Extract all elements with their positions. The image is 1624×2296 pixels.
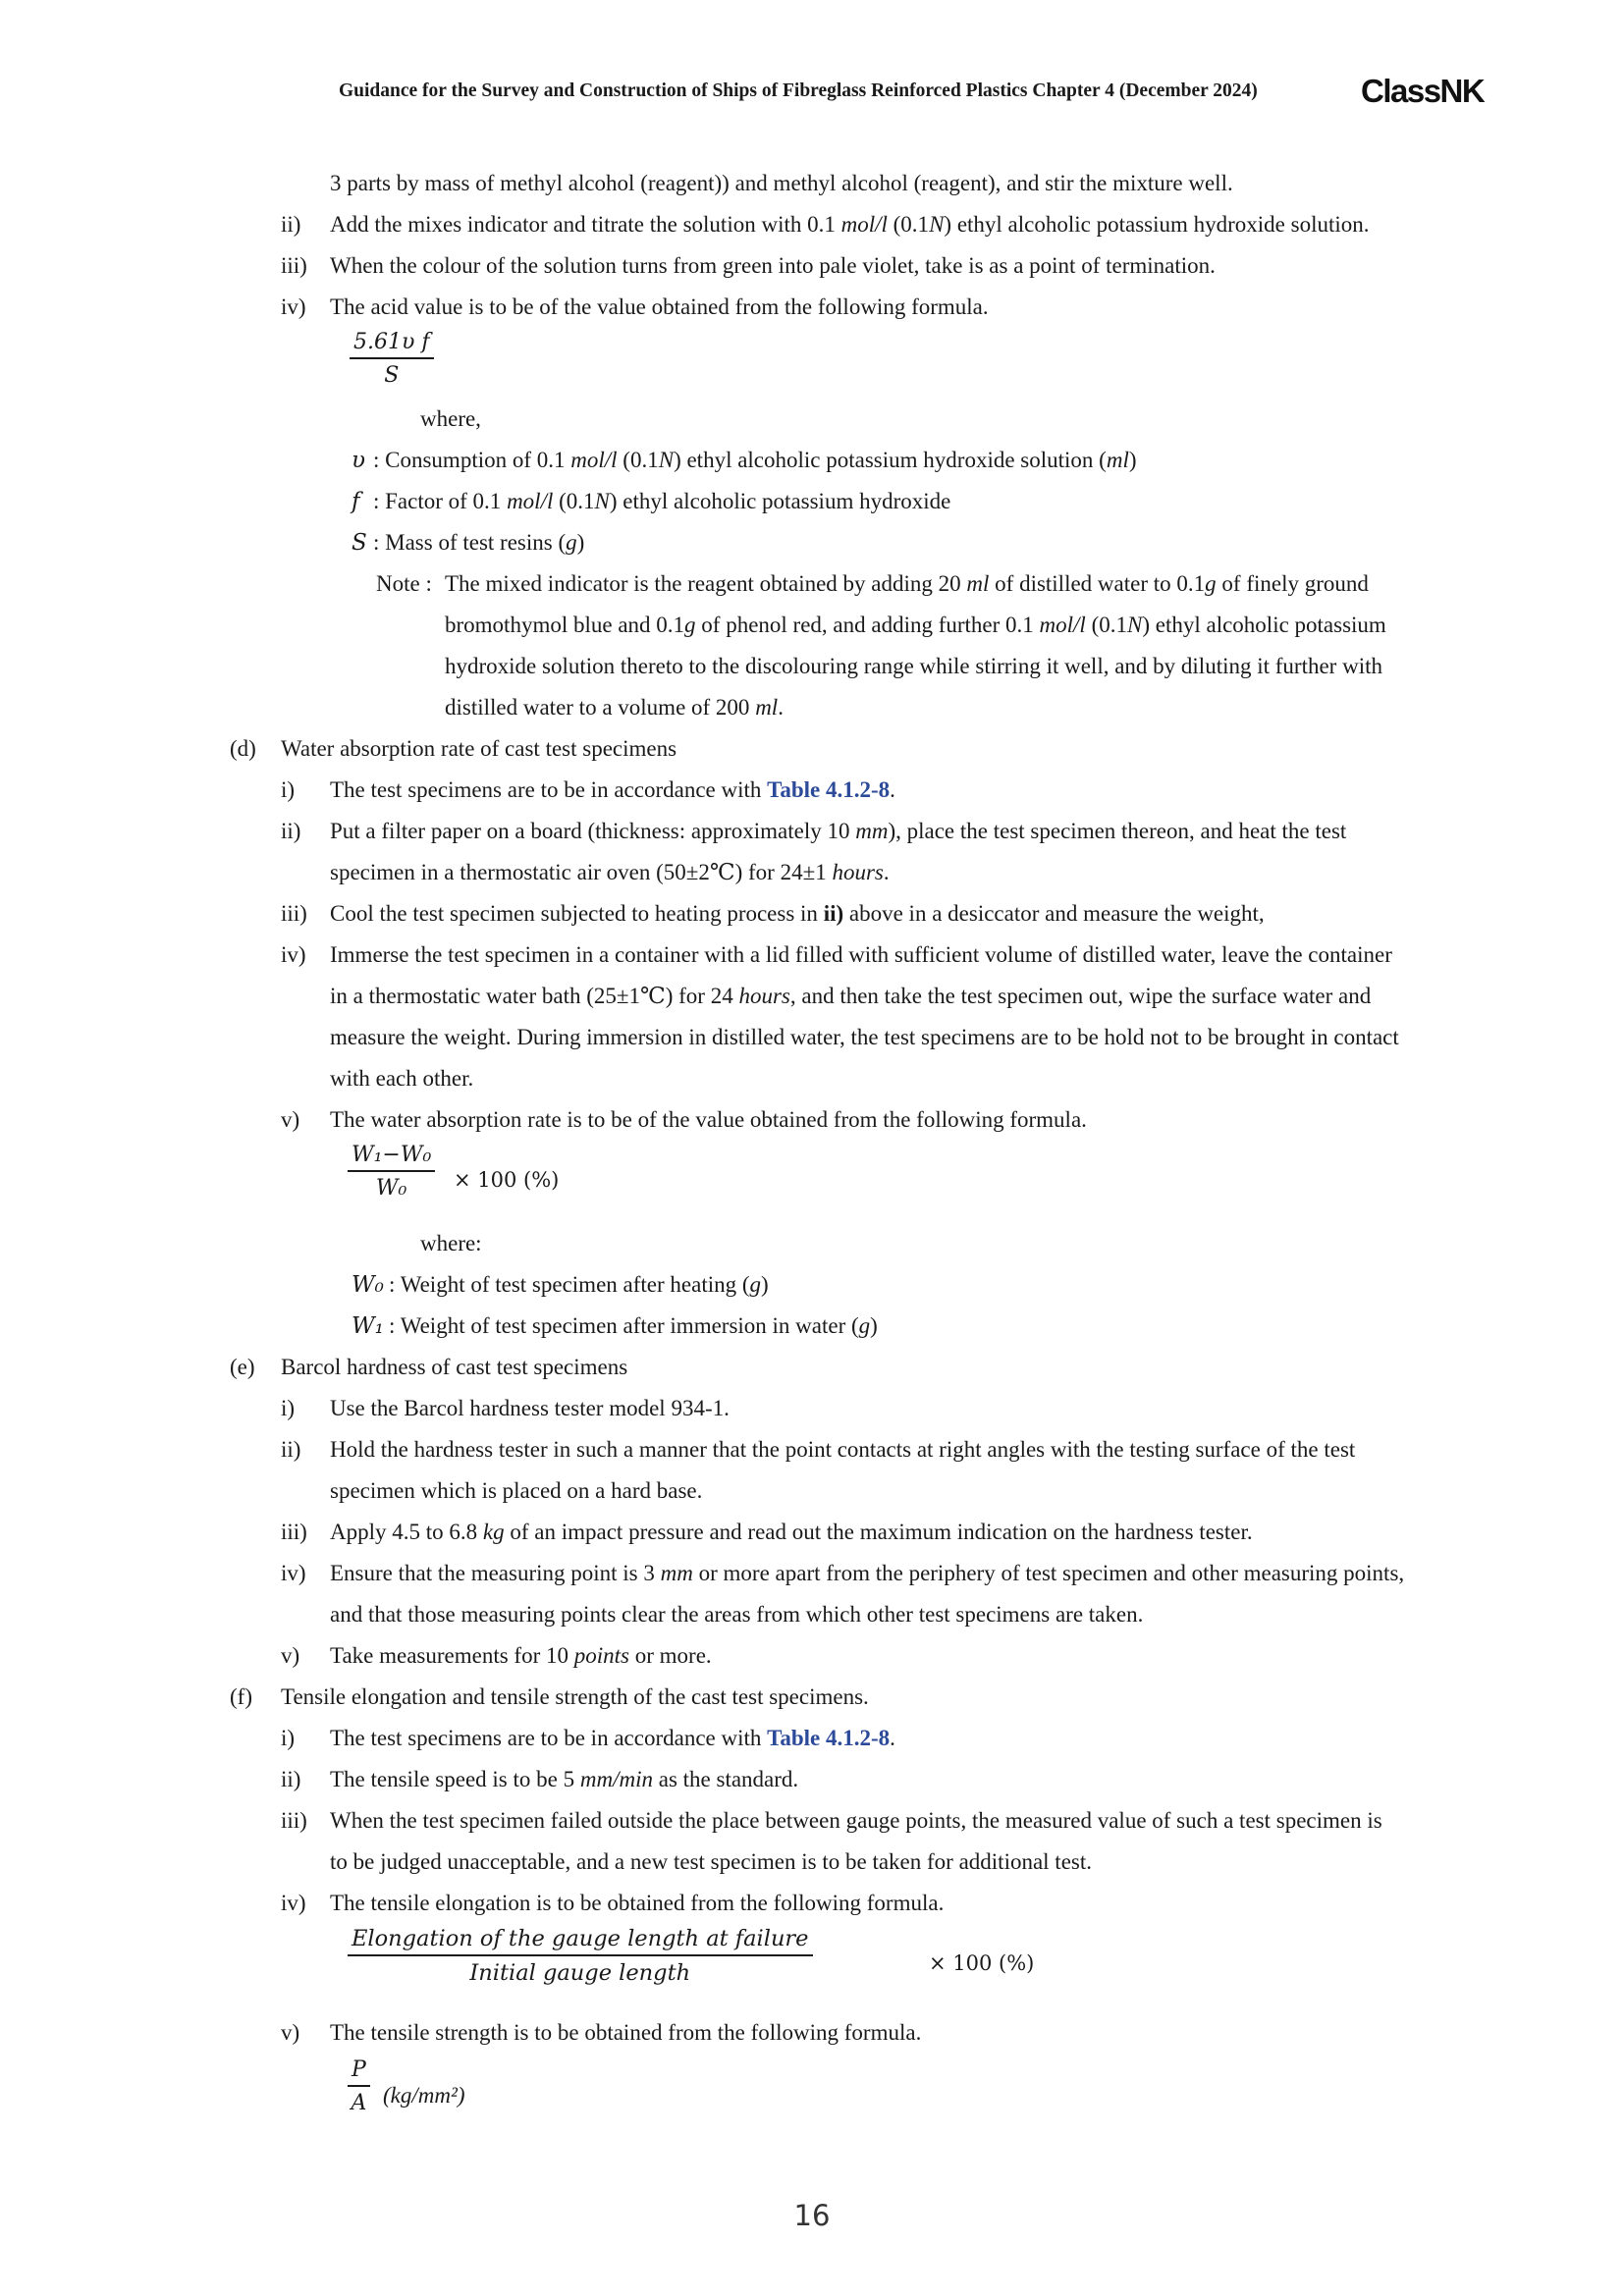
item-label: ii): [281, 212, 301, 237]
item-text: The acid value is to be of the value obtained from the following formula.: [330, 294, 989, 319]
item-label: iv): [281, 1561, 306, 1585]
item-label: i): [281, 777, 296, 802]
item-label: v): [281, 1107, 300, 1132]
item-text: When the test specimen failed outside the place between gauge points, the measured value of such a test specimen is: [330, 1808, 1382, 1833]
item-label: ii): [281, 819, 301, 843]
note-text: distilled water to a volume of 200 ml.: [445, 695, 784, 720]
item-label: iii): [281, 901, 307, 926]
item-label: iii): [281, 253, 307, 278]
item-text: measure the weight. During immersion in distilled water, the test specimens are to be hold not to be brought in contact: [330, 1025, 1399, 1049]
item-label: iii): [281, 1520, 307, 1544]
item-text: to be judged unacceptable, and a new test specimen is to be taken for additional test.: [330, 1849, 1092, 1874]
acid-value-formula: $\frac{\text{5.61υ f}}{S}$: [350, 330, 434, 388]
section-title: Barcol hardness of cast test specimens: [281, 1355, 628, 1379]
item-text: Immerse the test specimen in a container with a lid filled with sufficient volume of distilled water, leave the container: [330, 942, 1392, 967]
section-label: (d): [230, 736, 256, 761]
paragraph-continuation: 3 parts by mass of methyl alcohol (reagent)) and methyl alcohol (reagent), and stir the mixture well.: [330, 171, 1233, 195]
table-reference-link[interactable]: Table 4.1.2-8: [767, 1726, 891, 1750]
note-text: hydroxide solution thereto to the discolouring range while stirring it well, and by diluting it further with: [445, 654, 1382, 678]
item-text: Ensure that the measuring point is 3 mm or more apart from the periphery of test specimen and other measuring points,: [330, 1561, 1405, 1585]
item-text: Cool the test specimen subjected to heating process in ii) above in a desiccator and measure the weight,: [330, 901, 1265, 926]
item-text: in a thermostatic water bath (25±1℃) for 24 hours, and then take the test specimen out, wipe the surface water and: [330, 984, 1372, 1008]
page-number: 16: [793, 2199, 831, 2232]
item-text: The water absorption rate is to be of the value obtained from the following formula.: [330, 1107, 1087, 1132]
section-label: (f): [230, 1684, 252, 1709]
item-label: ii): [281, 1767, 301, 1791]
item-label: i): [281, 1396, 296, 1420]
item-text: The test specimens are to be in accordance with Table 4.1.2-8.: [330, 777, 895, 802]
tensile-elongation-formula: Elongation of the gauge length at failure Initial gauge length: [348, 1926, 813, 1986]
item-text: Hold the hardness tester in such a manner that the point contacts at right angles with the testing surface of the test: [330, 1437, 1356, 1462]
item-text: Use the Barcol hardness tester model 934-1.: [330, 1396, 730, 1420]
classnk-logo: ClassNK: [1361, 73, 1485, 109]
note-text: The mixed indicator is the reagent obtained by adding 20 ml of distilled water to 0.1g of finely ground: [445, 571, 1369, 596]
item-label: iii): [281, 1808, 307, 1833]
item-text: Apply 4.5 to 6.8 kg of an impact pressure and read out the maximum indication on the hardness tester.: [330, 1520, 1253, 1544]
item-text: The test specimens are to be in accordance with Table 4.1.2-8.: [330, 1726, 895, 1750]
definition-line: W₀ : Weight of test specimen after heating (g): [352, 1272, 769, 1298]
note-label: Note :: [376, 571, 432, 596]
definition-line: f : Factor of 0.1 mol/l (0.1N) ethyl alcoholic potassium hydroxide: [352, 489, 951, 514]
formula-multiplier: × 100 (%): [454, 1168, 560, 1192]
item-text: The tensile elongation is to be obtained from the following formula.: [330, 1891, 945, 1915]
item-text: and that those measuring points clear the areas from which other test specimens are taken.: [330, 1602, 1144, 1627]
item-label: v): [281, 2020, 300, 2045]
item-label: ii): [281, 1437, 301, 1462]
definition-line: S : Mass of test resins (g): [352, 530, 585, 556]
running-header: Guidance for the Survey and Construction of Ships of Fibreglass Reinforced Plastics Chapter 4 (December 2024): [339, 80, 1258, 101]
item-text: The tensile speed is to be 5 mm/min as the standard.: [330, 1767, 799, 1791]
note-text: bromothymol blue and 0.1g of phenol red, and adding further 0.1 mol/l (0.1N) ethyl alcoholic potassium: [445, 613, 1386, 637]
where-label: where,: [420, 406, 481, 431]
tensile-strength-formula: $\frac{P}{A}$: [348, 2057, 370, 2115]
section-label: (e): [230, 1355, 255, 1379]
item-text: Take measurements for 10 points or more.: [330, 1643, 712, 1668]
item-text: The tensile strength is to be obtained from the following formula.: [330, 2020, 922, 2045]
item-label: iv): [281, 942, 306, 967]
item-label: v): [281, 1643, 300, 1668]
item-label: iv): [281, 294, 306, 319]
item-label: i): [281, 1726, 296, 1750]
item-text: Add the mixes indicator and titrate the solution with 0.1 mol/l (0.1N) ethyl alcoholic potassium hydroxide solution.: [330, 212, 1370, 237]
where-label: where:: [420, 1231, 482, 1255]
definition-line: υ : Consumption of 0.1 mol/l (0.1N) ethyl alcoholic potassium hydroxide solution (ml): [352, 448, 1137, 473]
item-text: specimen in a thermostatic air oven (50±2℃) for 24±1 hours.: [330, 860, 890, 884]
item-text: specimen which is placed on a hard base.: [330, 1478, 703, 1503]
formula-multiplier: × 100 (%): [929, 1951, 1035, 1975]
item-label: iv): [281, 1891, 306, 1915]
section-title: Water absorption rate of cast test specimens: [281, 736, 677, 761]
section-title: Tensile elongation and tensile strength of the cast test specimens.: [281, 1684, 869, 1709]
formula-unit: (kg/mm²): [383, 2083, 465, 2108]
definition-line: W₁ : Weight of test specimen after immersion in water (g): [352, 1313, 878, 1339]
item-text: Put a filter paper on a board (thickness: approximately 10 mm), place the test specimen thereon, and heat the test: [330, 819, 1347, 843]
table-reference-link[interactable]: Table 4.1.2-8: [767, 777, 891, 802]
water-absorption-formula: $\frac{\text{W₁−W₀}}{\text{W₀}}$: [348, 1143, 435, 1201]
item-text: with each other.: [330, 1066, 474, 1091]
item-text: When the colour of the solution turns from green into pale violet, take is as a point of termination.: [330, 253, 1216, 278]
